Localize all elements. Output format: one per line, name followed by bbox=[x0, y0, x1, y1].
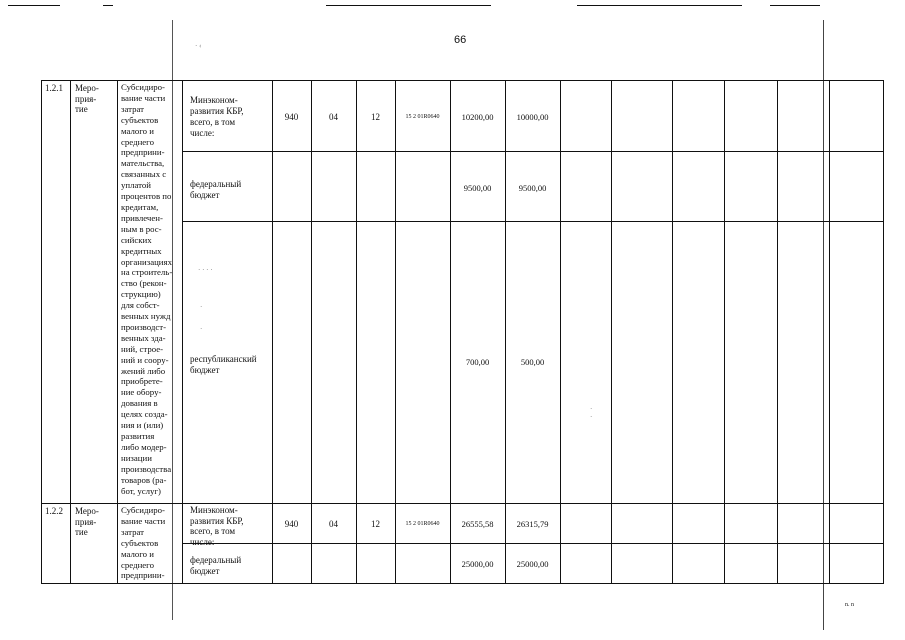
row-1-type: Меро- прия- тие bbox=[75, 83, 99, 114]
row-2-description: Субсидиро- вание части затрат субъектов малого и среднего предприни- bbox=[121, 505, 166, 581]
page-number: 66 bbox=[454, 34, 467, 46]
col-border-11 bbox=[611, 80, 612, 584]
row-2-sep-1 bbox=[182, 543, 884, 544]
scan-specks: · · · · bbox=[198, 266, 213, 274]
row-2-line-1-rz: 04 bbox=[329, 519, 338, 529]
row-1-line-2-source: федеральный бюджет bbox=[190, 179, 242, 200]
top-rule-4 bbox=[577, 5, 742, 6]
row-1-line-1-value-1: 10200,00 bbox=[461, 112, 494, 122]
top-rule-3 bbox=[326, 5, 491, 6]
corner-marks: n. n bbox=[845, 602, 854, 608]
col-border-10 bbox=[560, 80, 561, 584]
row-1-line-1-source: Минэконом- развития КБР, всего, в том числе: bbox=[190, 95, 244, 138]
col-border-3 bbox=[182, 80, 183, 584]
row-1-code: 1.2.1 bbox=[45, 83, 63, 93]
row-separator bbox=[41, 503, 884, 504]
row-2-line-2-value-2: 25000,00 bbox=[516, 559, 549, 569]
scan-specks: · · bbox=[590, 405, 593, 421]
row-1-line-1-pr: 12 bbox=[371, 112, 380, 122]
row-1-sep-1 bbox=[182, 151, 884, 152]
row-2-line-2-source: федеральный бюджет bbox=[190, 555, 242, 576]
row-1-line-1-grbs: 940 bbox=[284, 112, 299, 122]
scan-specks: · bbox=[200, 303, 203, 311]
row-2-code: 1.2.2 bbox=[45, 506, 63, 516]
row-2-line-1-value-2: 26315,79 bbox=[516, 519, 549, 529]
col-border-4 bbox=[272, 80, 273, 584]
scan-line-right bbox=[823, 20, 824, 630]
scan-specks: · ‹ bbox=[195, 42, 202, 50]
row-2-line-1-pr: 12 bbox=[371, 519, 380, 529]
row-2-type: Меро- прия- тие bbox=[75, 506, 99, 537]
row-2-line-2-value-1: 25000,00 bbox=[461, 559, 494, 569]
row-1-line-3-source: республиканский бюджет bbox=[190, 354, 257, 375]
col-border-13 bbox=[724, 80, 725, 584]
col-border-8 bbox=[450, 80, 451, 584]
scan-specks: · bbox=[200, 325, 203, 333]
col-border-6 bbox=[356, 80, 357, 584]
col-border-0 bbox=[41, 80, 42, 584]
col-border-7 bbox=[395, 80, 396, 584]
row-1-line-1-csr: 15 2 01R0640 bbox=[405, 114, 440, 120]
col-border-16 bbox=[883, 80, 884, 584]
col-border-2 bbox=[117, 80, 118, 584]
row-2-line-1-csr: 15 2 01R0640 bbox=[405, 521, 440, 527]
row-2-line-1-value-1: 26555,58 bbox=[461, 519, 494, 529]
table-top-border bbox=[41, 80, 884, 81]
top-rule-5 bbox=[770, 5, 820, 6]
col-border-15 bbox=[829, 80, 830, 584]
row-1-line-3-value-2: 500,00 bbox=[520, 357, 545, 367]
col-border-5 bbox=[311, 80, 312, 584]
row-1-line-2-value-2: 9500,00 bbox=[518, 183, 547, 193]
col-border-9 bbox=[505, 80, 506, 584]
row-1-line-3-value-1: 700,00 bbox=[465, 357, 490, 367]
row-2-line-1-grbs: 940 bbox=[284, 519, 299, 529]
row-1-line-1-rz: 04 bbox=[329, 112, 338, 122]
table-bottom-border bbox=[41, 583, 884, 584]
col-border-1 bbox=[70, 80, 71, 584]
row-1-description: Субсидиро- вание части затрат субъектов малого и среднего предприни- мательства, связанных с уплатой процентов по кредитам, привлечен- ным в рос- сийских кредитных организациях на строитель- ство (рекон- струкцию) для собст- венных нужд производст- венных зда- ний, строе- ний и соору- жений либо приобрете- ние обору- дования в целях созда- ния и (или) развития либо модер- низации производства товаров (ра- бот, услуг) bbox=[121, 82, 173, 496]
row-1-line-1-value-2: 10000,00 bbox=[516, 112, 549, 122]
top-rule-1 bbox=[8, 5, 60, 6]
row-1-line-2-value-1: 9500,00 bbox=[463, 183, 492, 193]
row-2-line-1-source: Минэконом- развития КБР, всего, в том числе: bbox=[190, 505, 244, 547]
col-border-14 bbox=[777, 80, 778, 584]
row-1-sep-2 bbox=[182, 221, 884, 222]
col-border-12 bbox=[672, 80, 673, 584]
top-rule-2 bbox=[103, 5, 113, 6]
